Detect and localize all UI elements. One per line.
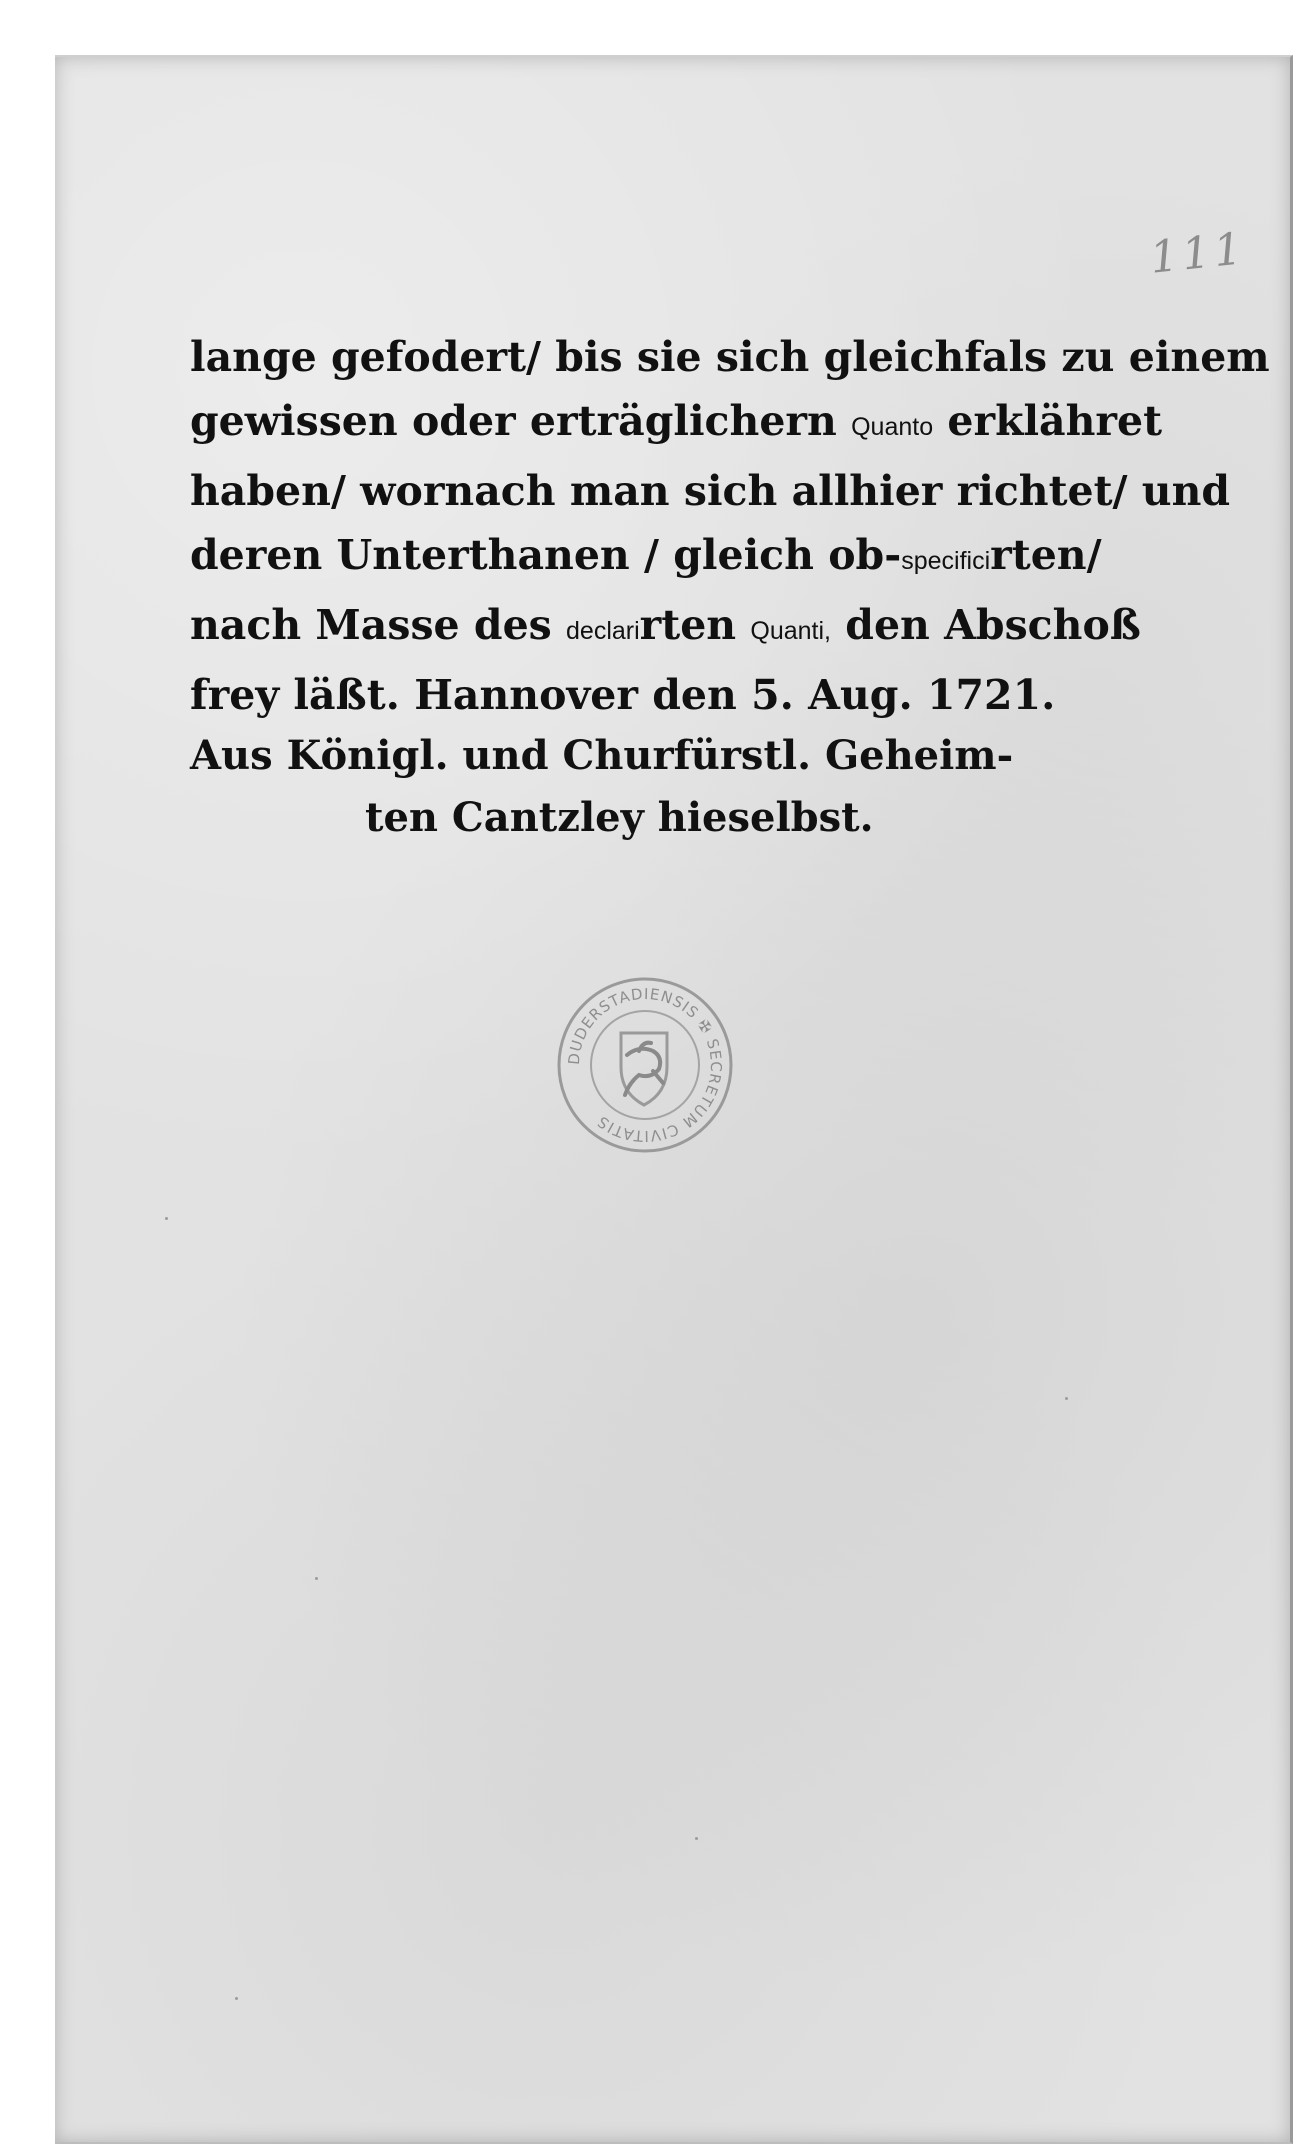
text-line: deren Unterthanen / gleich ob-specificirten/ — [190, 531, 1102, 579]
text-line: haben/ wornach man sich allhier richtet/ und — [190, 467, 1231, 515]
imprint-line: Aus Königl. und Churfürstl. Geheim- — [190, 732, 1014, 779]
folio-number: 111 — [1147, 223, 1249, 284]
paper-speck — [1065, 1397, 1068, 1400]
paper-speck — [235, 1997, 238, 2000]
imprint — [190, 725, 1014, 849]
imprint-line: ten Cantzley hieselbst. — [365, 794, 874, 841]
text-line: nach Masse des declarirten Quanti, den Abschoß — [190, 601, 1141, 649]
text-line: lange gefodert/ bis sie sich gleichfals zu einem — [190, 333, 1270, 381]
text-line-date: frey läßt. Hannover den 5. Aug. 1721. — [190, 671, 1056, 719]
paper-speck — [695, 1837, 698, 1840]
latin-term: Quanti, — [750, 617, 831, 645]
latin-term: specifici — [901, 547, 991, 575]
lion-seal-icon — [555, 975, 735, 1155]
paper-speck — [165, 1217, 168, 1220]
paper-speck — [315, 1577, 318, 1580]
seal-legend: DUDERSTADIENSIS ✠ SECRETUM CIVITATIS — [564, 984, 726, 1146]
decree-text — [190, 325, 1270, 727]
svg-text:DUDERSTADIENSIS ✠ SECRETUM CIV — [565, 985, 725, 1145]
latin-term: declari — [566, 617, 640, 645]
text-line: gewissen oder erträglichern Quanto erklähret — [190, 397, 1163, 445]
latin-term: Quanto — [851, 413, 934, 441]
